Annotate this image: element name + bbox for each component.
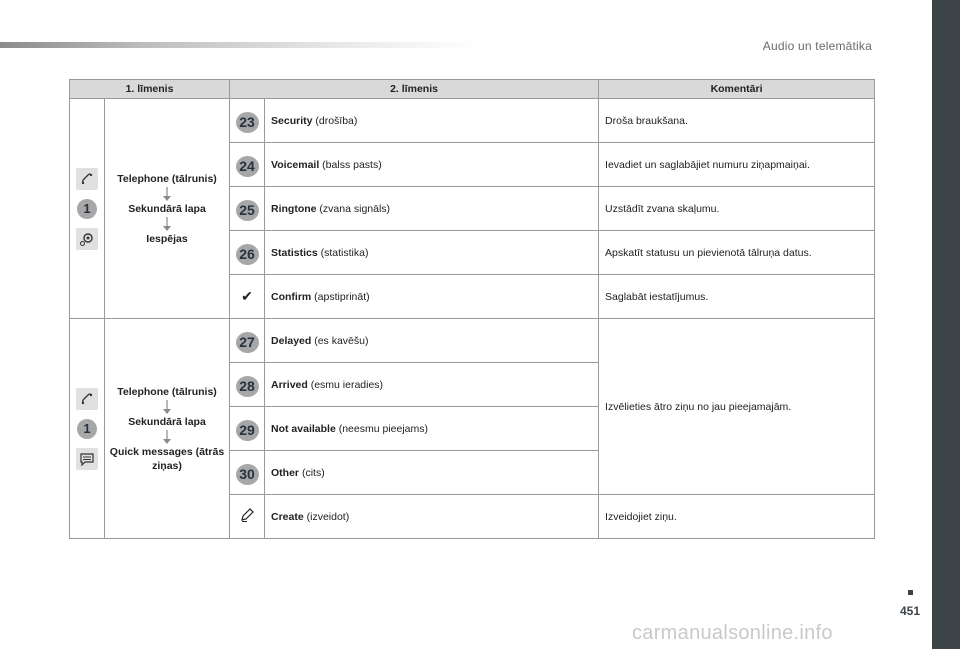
level-badge: 1: [77, 199, 97, 219]
comment-cell: Droša braukšana.: [599, 99, 875, 143]
option-cell: [265, 275, 599, 319]
comment-cell: Izvēlieties ātro ziņu no jau pieejamajām.: [599, 319, 875, 495]
comment-cell: Izveidojiet ziņu.: [599, 495, 875, 539]
option-cell: [265, 319, 599, 363]
phone-handset-icon: [76, 168, 98, 190]
level2-item-secondary: Sekundārā lapa: [128, 415, 206, 428]
option-cell: [265, 407, 599, 451]
option-number-badge: 26: [236, 244, 259, 265]
option-translation: (drošība): [312, 114, 358, 127]
pencil-icon: [239, 507, 255, 523]
option-name: Ringtone: [271, 202, 317, 215]
level2-item-telephone: Telephone (tālrunis): [117, 172, 217, 185]
option-translation: (esmu ieradies): [307, 378, 384, 391]
level1-cell: [70, 319, 105, 539]
level2-item-telephone: Telephone (tālrunis): [117, 385, 217, 398]
page-marker: [908, 590, 913, 595]
header-rule: [0, 42, 480, 48]
option-name: Statistics: [271, 246, 318, 259]
option-translation: (izveidot): [303, 510, 350, 523]
arrow-down-icon: [162, 400, 172, 414]
comment-cell: Ievadiet un saglabājiet numuru ziņapmaiņai.: [599, 143, 875, 187]
option-cell: [265, 99, 599, 143]
level2-item-quick-messages: Quick messages (ātrās ziņas): [109, 445, 225, 472]
option-number-badge: 27: [236, 332, 259, 353]
option-name: Not available: [271, 422, 336, 435]
phone-handset-icon: [76, 388, 98, 410]
option-translation: (balss pasts): [319, 158, 382, 171]
option-number-cell: [230, 187, 265, 231]
table-row: [70, 99, 875, 143]
option-name: Confirm: [271, 290, 312, 303]
section-title: Audio un telemātika: [762, 39, 872, 53]
option-number-badge: 24: [236, 156, 259, 177]
option-name: Create: [271, 510, 304, 523]
option-translation: (cits): [299, 466, 325, 479]
comment-cell: Uzstādīt zvana skaļumu.: [599, 187, 875, 231]
option-number-cell: [230, 231, 265, 275]
level2-cell: [105, 99, 230, 319]
option-number-cell: [230, 363, 265, 407]
level1-cell: [70, 99, 105, 319]
option-name: Arrived: [271, 378, 308, 391]
option-number-cell: [230, 319, 265, 363]
checkmark-icon: ✔: [241, 288, 253, 304]
option-number-cell: [230, 407, 265, 451]
option-cell: [265, 187, 599, 231]
table-row: [70, 319, 875, 363]
header-level2: 2. līmenis: [230, 80, 599, 99]
option-name: Security: [271, 114, 313, 127]
option-cell: [265, 363, 599, 407]
option-name: Other: [271, 466, 300, 479]
option-number-badge: 25: [236, 200, 259, 221]
option-translation: (es kavēšu): [311, 334, 369, 347]
comment-cell: Saglabāt iestatījumus.: [599, 275, 875, 319]
watermark: carmanualsonline.info: [632, 622, 833, 644]
option-number-badge: 29: [236, 420, 259, 441]
level2-item-options: Iespējas: [146, 232, 188, 245]
option-number-badge: 30: [236, 464, 259, 485]
option-number-cell: [230, 99, 265, 143]
side-band: [932, 0, 960, 649]
comment-cell: Apskatīt statusu un pievienotā tālruņa datus.: [599, 231, 875, 275]
arrow-down-icon: [162, 430, 172, 444]
level-badge: 1: [77, 419, 97, 439]
option-number-cell: [230, 143, 265, 187]
option-translation: (neesmu pieejams): [335, 422, 428, 435]
option-number-cell: [230, 275, 265, 319]
option-name: Delayed: [271, 334, 312, 347]
arrow-down-icon: [162, 217, 172, 231]
option-number-cell: [230, 451, 265, 495]
phone-settings-icon: [76, 228, 98, 250]
option-cell: [265, 451, 599, 495]
level2-cell: [105, 319, 230, 539]
level2-item-secondary: Sekundārā lapa: [128, 202, 206, 215]
option-cell: [265, 231, 599, 275]
message-bubble-icon: [76, 448, 98, 470]
table-header-row: [70, 80, 875, 99]
option-cell: [265, 143, 599, 187]
option-translation: (statistika): [317, 246, 369, 259]
option-translation: (apstiprināt): [311, 290, 370, 303]
option-name: Voicemail: [271, 158, 320, 171]
option-number-cell: [230, 495, 265, 539]
arrow-down-icon: [162, 187, 172, 201]
option-cell: [265, 495, 599, 539]
option-number-badge: 28: [236, 376, 259, 397]
header-comments: Komentāri: [599, 80, 875, 99]
header-level1: 1. līmenis: [70, 80, 230, 99]
menu-reference-table: [69, 79, 875, 539]
option-number-badge: 23: [236, 112, 259, 133]
page-number: 451: [900, 604, 921, 618]
option-translation: (zvana signāls): [316, 202, 391, 215]
